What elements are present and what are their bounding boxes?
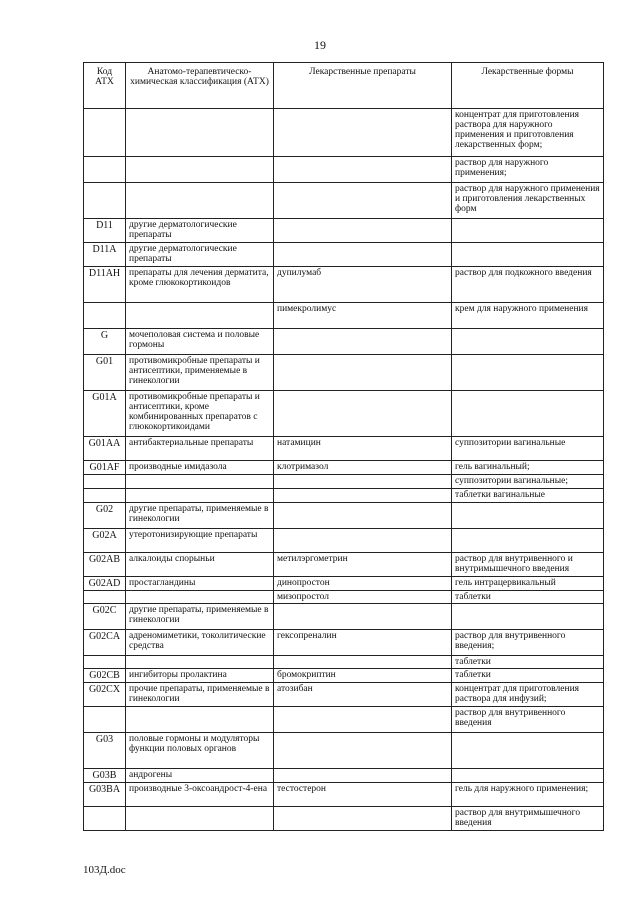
- table-row: [84, 461, 604, 475]
- cell-form: [452, 733, 604, 769]
- cell-drug: [274, 807, 452, 831]
- cell-form: раствор для наружного применения и приготовления лекарственных форм: [452, 183, 604, 219]
- table-row: [84, 437, 604, 461]
- cell-classification: производные 3-оксоандрост-4-ена: [126, 783, 274, 807]
- cell-classification: простагландины: [126, 577, 274, 591]
- cell-classification: [126, 475, 274, 489]
- cell-code: [84, 807, 126, 831]
- cell-code: [84, 109, 126, 157]
- cell-form: таблетки вагинальные: [452, 489, 604, 503]
- cell-classification: мочеполовая система и половые гормоны: [126, 329, 274, 355]
- cell-classification: утеротонизирующие препараты: [126, 529, 274, 553]
- cell-code: G02CA: [84, 630, 126, 656]
- cell-code: G01AF: [84, 461, 126, 475]
- cell-form: крем для наружного применения: [452, 303, 604, 329]
- cell-code: G02AB: [84, 553, 126, 577]
- cell-classification: [126, 157, 274, 183]
- table-row: [84, 157, 604, 183]
- table-row: [84, 529, 604, 553]
- cell-form: суппозитории вагинальные: [452, 437, 604, 461]
- cell-form: гель для наружного применения;: [452, 783, 604, 807]
- cell-classification: [126, 807, 274, 831]
- cell-classification: [126, 591, 274, 604]
- cell-classification: другие препараты, применяемые в гинекологии: [126, 604, 274, 630]
- atx-table: [83, 62, 604, 831]
- header-code: Код АТХ: [84, 63, 126, 109]
- cell-code: D11AH: [84, 267, 126, 303]
- cell-drug: дупилумаб: [274, 267, 452, 303]
- cell-form: раствор для подкожного введения: [452, 267, 604, 303]
- cell-classification: [126, 183, 274, 219]
- cell-classification: [126, 489, 274, 503]
- table-row: [84, 183, 604, 219]
- cell-drug: [274, 157, 452, 183]
- cell-code: [84, 475, 126, 489]
- cell-code: G02AD: [84, 577, 126, 591]
- table-row: [84, 630, 604, 656]
- cell-code: [84, 656, 126, 669]
- cell-drug: [274, 355, 452, 391]
- cell-code: [84, 591, 126, 604]
- cell-drug: [274, 219, 452, 243]
- table-row: [84, 591, 604, 604]
- table-row: [84, 503, 604, 529]
- cell-code: D11A: [84, 243, 126, 267]
- cell-code: [84, 183, 126, 219]
- cell-classification: [126, 109, 274, 157]
- cell-form: [452, 503, 604, 529]
- cell-classification: противомикробные препараты и антисептики, кроме комбинированных препаратов с глюкокортикоидами: [126, 391, 274, 437]
- header-classification: Анатомо-терапевтическо-химическая классификация (АТХ): [126, 63, 274, 109]
- cell-form: [452, 355, 604, 391]
- cell-code: G03: [84, 733, 126, 769]
- table-row: [84, 769, 604, 783]
- cell-form: раствор для внутривенного введения;: [452, 630, 604, 656]
- cell-code: G01A: [84, 391, 126, 437]
- cell-form: [452, 604, 604, 630]
- cell-code: G03B: [84, 769, 126, 783]
- cell-drug: [274, 109, 452, 157]
- cell-code: G02: [84, 503, 126, 529]
- table-row: [84, 475, 604, 489]
- cell-drug: [274, 329, 452, 355]
- table-header-row: [84, 63, 604, 109]
- cell-code: G03BA: [84, 783, 126, 807]
- cell-drug: гексопреналин: [274, 630, 452, 656]
- cell-form: [452, 243, 604, 267]
- cell-classification: половые гормоны и модуляторы функции половых органов: [126, 733, 274, 769]
- cell-drug: клотримазол: [274, 461, 452, 475]
- table-row: [84, 733, 604, 769]
- cell-classification: производные имидазола: [126, 461, 274, 475]
- cell-form: [452, 529, 604, 553]
- table-row: [84, 553, 604, 577]
- cell-code: G02CX: [84, 683, 126, 707]
- cell-form: таблетки: [452, 656, 604, 669]
- table-row: [84, 243, 604, 267]
- table-row: [84, 219, 604, 243]
- cell-code: [84, 157, 126, 183]
- table-row: [84, 707, 604, 733]
- cell-code: [84, 707, 126, 733]
- cell-classification: другие препараты, применяемые в гинекологии: [126, 503, 274, 529]
- table-row: [84, 807, 604, 831]
- table-row: [84, 109, 604, 157]
- cell-drug: [274, 503, 452, 529]
- cell-classification: алкалоиды спорыньи: [126, 553, 274, 577]
- cell-classification: антибактериальные препараты: [126, 437, 274, 461]
- cell-code: [84, 303, 126, 329]
- cell-form: раствор для внутримышечного введения: [452, 807, 604, 831]
- cell-classification: [126, 656, 274, 669]
- cell-form: [452, 329, 604, 355]
- cell-code: [84, 489, 126, 503]
- cell-classification: андрогены: [126, 769, 274, 783]
- page-number: 19: [314, 38, 326, 52]
- header-drugs: Лекарственные препараты: [274, 63, 452, 109]
- document-filename: 103Д.doc: [83, 864, 126, 876]
- table-row: [84, 577, 604, 591]
- cell-form: таблетки: [452, 669, 604, 683]
- cell-form: гель интрацервикальный: [452, 577, 604, 591]
- table-row: [84, 669, 604, 683]
- cell-drug: метилэргометрин: [274, 553, 452, 577]
- cell-code: D11: [84, 219, 126, 243]
- cell-drug: [274, 656, 452, 669]
- table-row: [84, 391, 604, 437]
- cell-drug: атозибан: [274, 683, 452, 707]
- table-row: [84, 329, 604, 355]
- cell-classification: [126, 707, 274, 733]
- cell-drug: [274, 475, 452, 489]
- table-row: [84, 783, 604, 807]
- cell-form: раствор для внутривенного введения: [452, 707, 604, 733]
- cell-classification: прочие препараты, применяемые в гинекологии: [126, 683, 274, 707]
- cell-drug: [274, 391, 452, 437]
- cell-classification: другие дерматологические препараты: [126, 243, 274, 267]
- table-row: [84, 267, 604, 303]
- cell-code: G01: [84, 355, 126, 391]
- table-row: [84, 489, 604, 503]
- cell-form: [452, 219, 604, 243]
- cell-classification: препараты для лечения дерматита, кроме глюкокортикоидов: [126, 267, 274, 303]
- cell-drug: [274, 769, 452, 783]
- cell-classification: [126, 303, 274, 329]
- cell-form: таблетки: [452, 591, 604, 604]
- cell-drug: [274, 183, 452, 219]
- cell-drug: [274, 604, 452, 630]
- cell-form: раствор для внутривенного и внутримышечного введения: [452, 553, 604, 577]
- cell-code: G02A: [84, 529, 126, 553]
- cell-drug: [274, 489, 452, 503]
- table-row: [84, 683, 604, 707]
- cell-form: [452, 769, 604, 783]
- cell-drug: бромокриптин: [274, 669, 452, 683]
- cell-form: [452, 391, 604, 437]
- cell-drug: [274, 243, 452, 267]
- cell-classification: противомикробные препараты и антисептики, применяемые в гинекологии: [126, 355, 274, 391]
- cell-form: суппозитории вагинальные;: [452, 475, 604, 489]
- table-row: [84, 604, 604, 630]
- cell-drug: мизопростол: [274, 591, 452, 604]
- cell-form: концентрат для приготовления раствора для наружного применения и приготовления лекарственных форм;: [452, 109, 604, 157]
- table-row: [84, 355, 604, 391]
- cell-form: концентрат для приготовления раствора для инфузий;: [452, 683, 604, 707]
- cell-drug: пимекролимус: [274, 303, 452, 329]
- cell-drug: тестостерон: [274, 783, 452, 807]
- cell-classification: ингибиторы пролактина: [126, 669, 274, 683]
- cell-classification: адреномиметики, токолитические средства: [126, 630, 274, 656]
- cell-code: G01AA: [84, 437, 126, 461]
- cell-code: G02C: [84, 604, 126, 630]
- cell-drug: [274, 733, 452, 769]
- cell-drug: [274, 707, 452, 733]
- header-forms: Лекарственные формы: [452, 63, 604, 109]
- cell-form: гель вагинальный;: [452, 461, 604, 475]
- cell-code: G: [84, 329, 126, 355]
- cell-drug: динопростон: [274, 577, 452, 591]
- table-row: [84, 303, 604, 329]
- cell-code: G02CB: [84, 669, 126, 683]
- cell-drug: [274, 529, 452, 553]
- table-row: [84, 656, 604, 669]
- cell-classification: другие дерматологические препараты: [126, 219, 274, 243]
- cell-drug: натамицин: [274, 437, 452, 461]
- cell-form: раствор для наружного применения;: [452, 157, 604, 183]
